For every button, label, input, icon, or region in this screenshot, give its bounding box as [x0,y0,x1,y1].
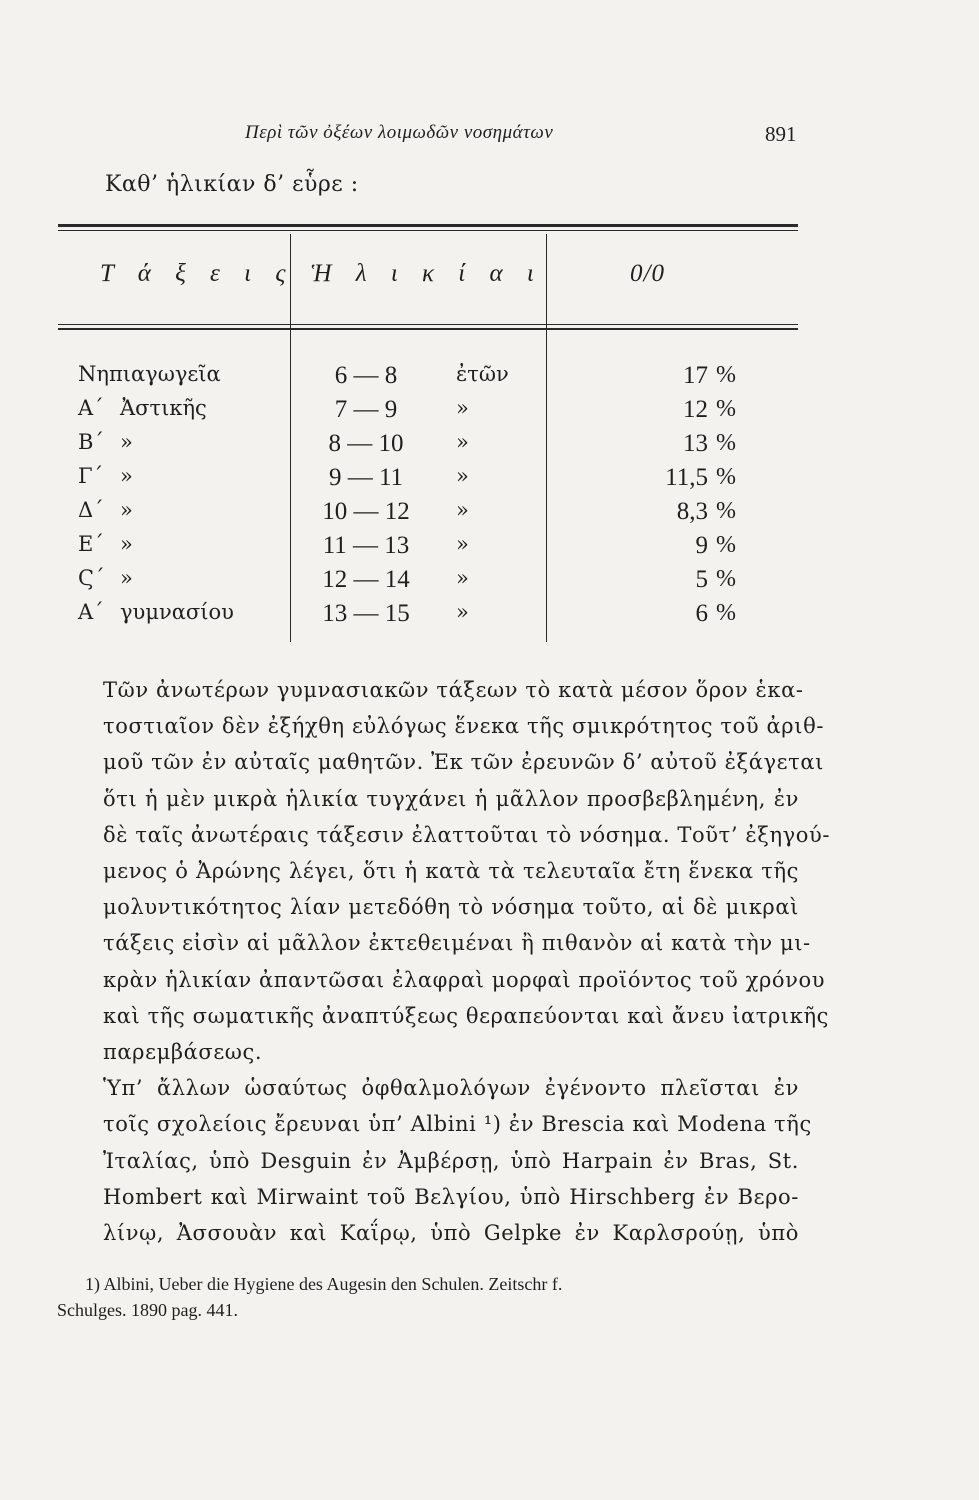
percent-value: 13 [683,430,708,457]
age-unit: » [456,532,469,556]
text-line: μοῦ τῶν ἐν αὐταῖς μαθητῶν. Ἐκ τῶν ἐρευνῶν δ’ αὐτοῦ ἐξάγεται [103,750,824,775]
percent-sign: % [716,464,736,490]
class-cell [78,532,133,556]
age-unit: » [456,430,469,454]
footnote-line: Schulges. 1890 pag. 441. [57,1300,238,1320]
age-unit: » [456,600,469,624]
class-cell [78,362,221,386]
table-rule-header [58,324,798,325]
table-row [58,566,798,600]
class-school: » [120,532,133,556]
class-school: γυμνασίου [120,600,234,624]
class-cell [78,600,234,624]
table-header-percent: 0/0 [630,260,665,287]
percent-value: 9 [695,532,708,559]
percent-sign: % [716,566,736,592]
class-label: Β΄ [78,430,104,454]
class-school: Ἀστικῆς [120,396,207,420]
table-row [58,430,798,464]
text-line: Τῶν ἀνωτέρων γυμνασιακῶν τάξεων τὸ κατὰ μέσον ὅρον ἑκα- [103,678,804,702]
class-school: » [120,430,133,454]
percent-sign: % [716,362,736,388]
class-cell [78,430,133,454]
text-line: ὅτι ἡ μὲν μικρὰ ἡλικία τυγχάνει ἡ μᾶλλον προσβεβλημένη, ἐν [103,786,799,811]
text-line: καὶ τῆς σωματικῆς ἀναπτύξεως θεραπεύονται καὶ ἄνευ ἰατρικῆς [103,1003,830,1028]
paragraph [57,1070,812,1251]
table-header-classes: Τ ά ξ ε ι ς [100,260,295,287]
percent-value: 5 [695,566,708,593]
text-line: Ὑπ’ ἄλλων ὡσαύτως ὀφθαλμολόγων ἐγένοντο πλεῖσται ἐν [103,1076,799,1101]
age-unit: » [456,566,469,590]
class-school: » [120,498,133,522]
age-range: 12 — 14 [322,566,410,593]
age-range: 10 — 12 [322,498,410,525]
class-label: Νηπιαγωγεῖα [78,362,221,386]
text-line: λίνῳ, Ἀσσουὰν καὶ Καΐρῳ, ὑπὸ Gelpke ἐν Καρλσρούῃ, ὑπὸ [103,1221,799,1246]
class-label: Α΄ [78,600,104,624]
text-line: τοστιαῖον δὲν ἐξήχθη εὐλόγως ἕνεκα τῆς σμικρότητος τοῦ ἀριθ- [103,714,825,739]
class-cell [78,464,133,488]
age-range: 9 — 11 [328,464,404,491]
age-range: 6 — 8 [334,362,398,389]
text-line: Ἰταλίας, ὑπὸ Desguin ἐν Ἀμβέρσῃ, ὑπὸ Harpain ἐν Bras, St. [103,1148,799,1173]
age-range: 13 — 15 [322,600,410,627]
table-row [58,600,798,634]
table-rule-header-thick [58,328,798,330]
percent-value: 8,3 [676,498,708,525]
percent-sign: % [716,600,736,626]
text-line: μολυντικότητος λίαν μετεδόθη τὸ νόσημα τοῦτο, αἱ δὲ μικραὶ [103,895,799,920]
age-unit: » [456,464,469,488]
text-line: κρὰν ἡλικίαν ἀπαντῶσαι ἐλαφραὶ μορφαὶ προϊόντος τοῦ χρόνου [103,967,826,992]
text-line: δὲ ταῖς ἀνωτέραις τάξεσιν ἐλαττοῦται τὸ νόσημα. Τοῦτ’ ἐξηγού- [103,822,831,847]
age-unit: ἐτῶν [456,362,509,386]
age-range: 7 — 9 [334,396,398,423]
text-line: τοῖς σχολείοις ἔρευναι ὑπ’ Albini ¹) ἐν Brescia καὶ Modena τῆς [103,1112,812,1137]
text-line: τάξεις εἰσὶν αἱ μᾶλλον ἐκτεθειμέναι ἢ πιθανὸν αἱ κατὰ τὴν μι- [103,931,811,956]
table-row [58,362,798,396]
intro-line: Καθ’ ἡλικίαν δ’ εὗρε : [105,172,359,197]
text-line: παρεμβάσεως. [103,1040,263,1065]
table-row [58,498,798,532]
paragraph [57,672,831,1070]
age-unit: » [456,498,469,522]
age-range: 11 — 13 [322,532,410,559]
text-line: Hombert καὶ Mirwaint τοῦ Βελγίου, ὑπὸ Hirschberg ἐν Βερο- [103,1184,799,1209]
class-cell [78,566,133,590]
age-unit: » [456,396,469,420]
class-school: » [120,566,133,590]
body-text [57,672,831,1251]
page-number: 891 [765,122,797,146]
class-cell [78,396,207,420]
percent-value: 6 [695,600,708,627]
table-row [58,532,798,566]
age-table [58,224,798,642]
table-row [58,464,798,498]
age-range: 8 — 10 [328,430,404,457]
class-label: Δ΄ [78,498,104,522]
table-row [58,396,798,430]
table-header-ages: Ἡ λ ι κ ί α ι [311,260,543,287]
percent-sign: % [716,532,736,558]
class-school: » [120,464,133,488]
running-head [0,122,979,152]
percent-sign: % [716,430,736,456]
class-label: Ε΄ [78,532,104,556]
table-rule-top [58,224,798,227]
percent-sign: % [716,396,736,422]
percent-sign: % [716,498,736,524]
footnote-line: 1) Albini, Ueber die Hygiene des Augesin den Schulen. Zeitschr f. [85,1274,563,1294]
percent-value: 17 [683,362,708,389]
class-cell [78,498,133,522]
running-title: Περὶ τῶν ὀξέων λοιμωδῶν νοσημάτων [245,122,554,143]
percent-value: 11,5 [665,464,708,491]
class-label: Α΄ [78,396,104,420]
class-label: Ϛ΄ [78,566,105,590]
footnote [57,1271,799,1323]
class-label: Γ΄ [78,464,104,488]
percent-value: 12 [683,396,708,423]
table-rule-top-thin [58,230,798,231]
text-line: μενος ὁ Ἀρώνης λέγει, ὅτι ἡ κατὰ τὰ τελευταῖα ἔτη ἕνεκα τῆς [103,859,799,884]
